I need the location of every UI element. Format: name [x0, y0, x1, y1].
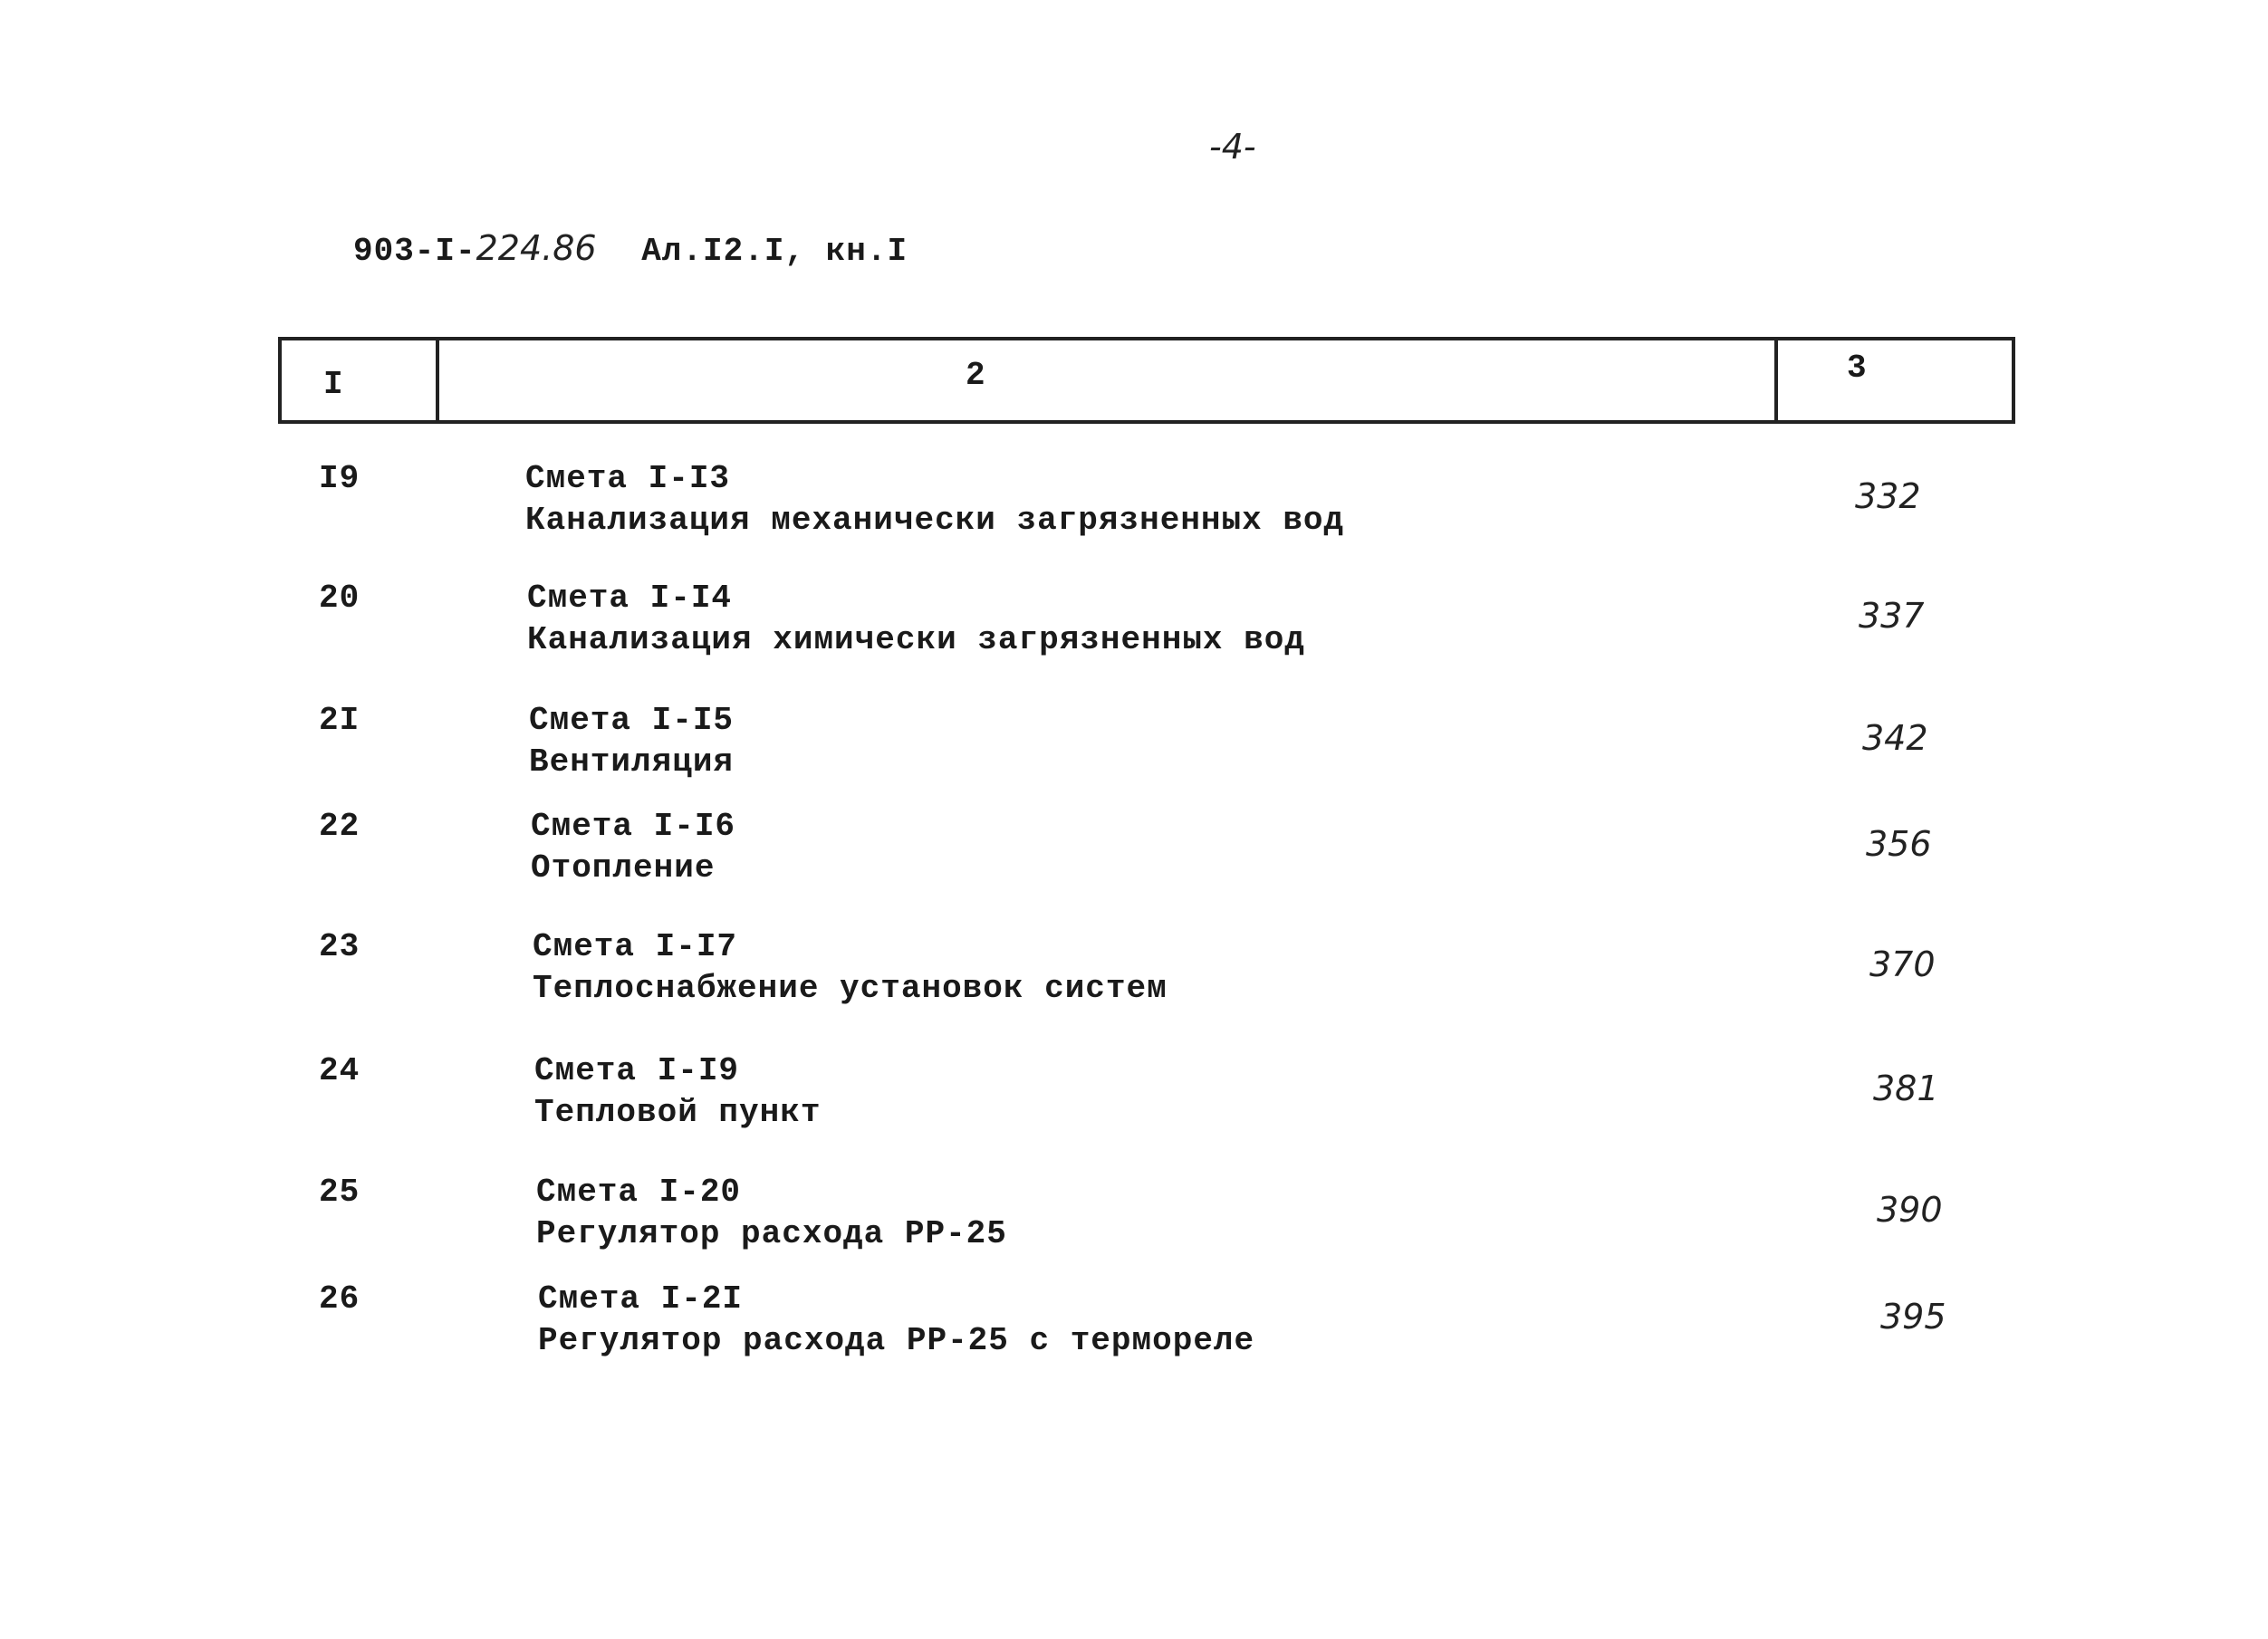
header-col-2: [436, 340, 1778, 420]
row-number: 23: [319, 928, 360, 965]
table-row: [0, 808, 2268, 889]
row-description: Тепловой пункт: [534, 1094, 822, 1131]
table-row: [0, 460, 2268, 542]
row-page: 370: [1869, 944, 1936, 984]
header-col-2-label: 2: [966, 357, 985, 394]
row-description: Отопление: [531, 849, 716, 887]
row-title: Смета I-I6: [531, 808, 736, 845]
row-page: 395: [1880, 1297, 1946, 1337]
code-handwritten: 224.86: [476, 228, 597, 268]
table-row: [0, 1052, 2268, 1134]
code-prefix: 903-I-: [353, 233, 476, 270]
row-page: 332: [1855, 476, 1921, 516]
table-row: [0, 1280, 2268, 1362]
row-description: Регулятор расхода РР-25 с термореле: [538, 1322, 1255, 1359]
code-suffix: Ал.I2.I, кн.I: [641, 233, 908, 270]
row-number: 26: [319, 1280, 360, 1318]
row-description: Теплоснабжение установок систем: [533, 970, 1168, 1007]
row-title: Смета I-I7: [533, 928, 738, 965]
table-row: [0, 580, 2268, 661]
document-code: [353, 228, 908, 270]
table-header: [278, 337, 2015, 424]
page-number: -4-: [1209, 127, 1256, 167]
row-description: Регулятор расхода РР-25: [536, 1215, 1007, 1252]
header-col-1: [282, 340, 439, 420]
row-number: 24: [319, 1052, 360, 1089]
row-title: Смета I-I5: [529, 702, 735, 739]
row-title: Смета I-2I: [538, 1280, 744, 1318]
row-title: Смета I-20: [536, 1174, 742, 1211]
header-col-1-label: I: [323, 366, 343, 403]
table-row: [0, 702, 2268, 783]
row-title: Смета I-I9: [534, 1052, 740, 1089]
row-description: Канализация химически загрязненных вод: [527, 621, 1305, 658]
row-description: Вентиляция: [529, 743, 735, 781]
row-page: 390: [1877, 1190, 1943, 1230]
table-row: [0, 1174, 2268, 1255]
row-number: I9: [319, 460, 360, 497]
row-title: Смета I-I3: [525, 460, 731, 497]
row-number: 25: [319, 1174, 360, 1211]
row-page: 356: [1866, 824, 1932, 864]
row-title: Смета I-I4: [527, 580, 733, 617]
row-number: 20: [319, 580, 360, 617]
row-number: 22: [319, 808, 360, 845]
row-number: 2I: [319, 702, 360, 739]
header-col-3-label: 3: [1847, 350, 1867, 387]
row-description: Канализация механически загрязненных вод: [525, 502, 1345, 539]
row-page: 381: [1873, 1069, 1939, 1108]
row-page: 337: [1859, 596, 1925, 636]
header-col-3: [1774, 340, 2015, 420]
row-page: 342: [1862, 718, 1928, 758]
table-row: [0, 928, 2268, 1010]
